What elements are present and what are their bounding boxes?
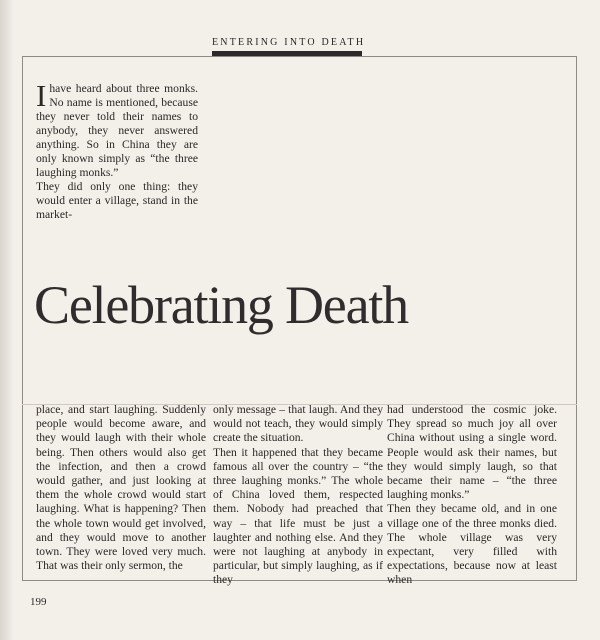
text-column-1	[36, 403, 206, 573]
intro-text	[36, 78, 198, 222]
column-3-paragraph-1: had understood the cosmic joke. They spread so much joy all over China without using a single word. People would ask their names, but they would simply laugh, so that became their name – “the three laughing monks.”	[387, 403, 557, 502]
column-2-paragraph-1: only message – that laugh. And they would not teach, they would simply create the situation.	[213, 403, 383, 445]
column-3-paragraph-2: Then they became old, and in one village one of the three monks died. The whole village was very expectant, very filled with expectations, because now at least when	[387, 502, 557, 587]
running-head: ENTERING INTO DEATH	[212, 37, 366, 48]
intro-paragraph-2: They did only one thing: they would enter a village, stand in the market-	[36, 180, 198, 221]
drop-cap: I	[36, 78, 47, 113]
page-gutter-shadow	[0, 0, 14, 640]
intro-paragraph-1-text: have heard about three monks. No name is mentioned, because they never told their names to anybody, they never answered anything. So in China they are only known simply as “the three laughing monks.”	[36, 82, 198, 179]
text-column-2	[213, 403, 383, 588]
text-column-3	[387, 403, 557, 588]
chapter-title: Celebrating Death	[34, 275, 408, 335]
column-2-paragraph-2: Then it happened that they became famous all over the country – “the three laughing monks.” The whole of China loved them, respected them. Nobody had preached that way – that life must be just a laughter and nothing else. And they were not laughing at anybody in particular, but simply laughing, as if they	[213, 445, 383, 587]
intro-paragraph-1	[36, 78, 198, 180]
column-1-paragraph-1: place, and start laughing. Suddenly people would become aware, and they would laugh with their whole being. Then others would also get the infection, and then a crowd would gather, and just looking at them the whole crowd would start laughing. What is happening? Then the whole town would get involved, and they would move to another town. They were loved very much. That was their only sermon, the	[36, 403, 206, 573]
page-number: 199	[30, 596, 47, 608]
